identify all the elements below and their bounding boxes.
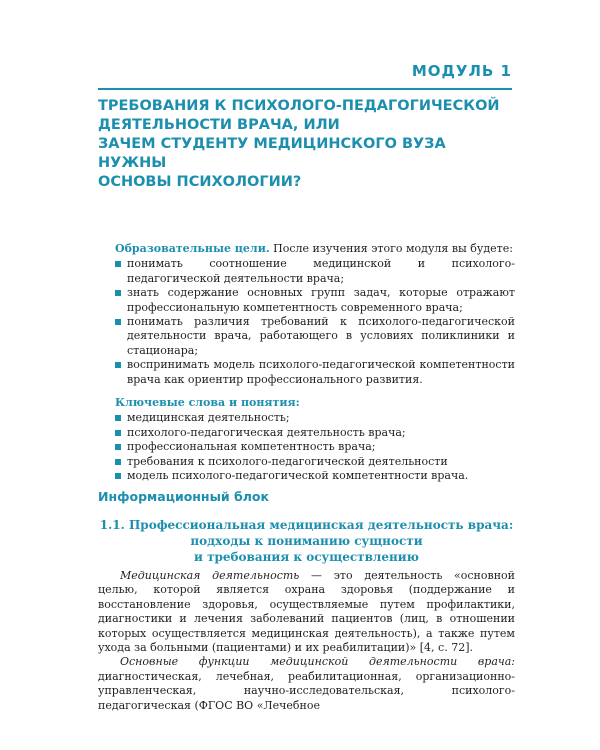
- section-title-line: и требования к осуществлению: [193, 550, 419, 564]
- title-line: ЗАЧЕМ СТУДЕНТУ МЕДИЦИНСКОГО ВУЗА НУЖНЫ: [98, 136, 446, 171]
- paragraph-text: — это деятельность «основной целью, которой является охрана здоровья (поддержание и восстановление здоровья, осуществляемые путем профилактики, диагностики и лечения заболеваний пациентов (лиц, в отношении которых осуществляется медицинская деятельность), а также путем ухода за больными (пациентами) и их реабилитации)» [4, с. 72].: [98, 569, 515, 655]
- section-title-line: подходы к пониманию сущности: [190, 534, 423, 548]
- body-text: [98, 569, 515, 713]
- keywords-list: [115, 411, 515, 483]
- keyword-item: профессиональная компетентность врача;: [115, 440, 515, 454]
- section-title: [98, 517, 515, 565]
- chapter-title: [98, 97, 518, 192]
- title-line: ТРЕБОВАНИЯ К ПСИХОЛОГО-ПЕДАГОГИЧЕСКОЙ: [98, 98, 500, 114]
- paragraph-lead: Основные функции медицинской деятельности врача:: [120, 655, 515, 669]
- module-divider: [98, 88, 512, 90]
- title-line: ОСНОВЫ ПСИХОЛОГИИ?: [98, 174, 302, 190]
- objective-item: воспринимать модель психолого-педагогической компетентности врача как ориентир профессионального развития.: [115, 358, 515, 387]
- paragraph-text: диагностическая, лечебная, реабилитационная, организационно-управленческая, научно-исследовательская, психолого-педагогическая (ФГОС ВО «Лечебное: [98, 669, 515, 712]
- paragraph-lead: Медицинская деятельность: [120, 569, 300, 582]
- paragraph: [98, 655, 515, 713]
- objectives-heading: Образовательные цели.: [115, 242, 270, 255]
- keyword-item: медицинская деятельность;: [115, 411, 515, 425]
- learning-objectives-block: [115, 242, 515, 484]
- title-line: ДЕЯТЕЛЬНОСТИ ВРАЧА, ИЛИ: [98, 117, 340, 133]
- objective-item: знать содержание основных групп задач, которые отражают профессиональную компетентность современного врача;: [115, 286, 515, 315]
- keyword-item: модель психолого-педагогической компетентности врача.: [115, 469, 515, 483]
- objectives-lead: [115, 242, 515, 256]
- section-title-line: 1.1. Профессиональная медицинская деятельность врача:: [99, 518, 514, 532]
- keyword-item: требования к психолого-педагогической деятельности: [115, 455, 515, 469]
- module-label: МОДУЛЬ 1: [411, 62, 512, 80]
- objective-item: понимать различия требований к психолого-педагогической деятельности врача, работающего в условиях поликлиники и стационара;: [115, 315, 515, 358]
- objectives-intro: После изучения этого модуля вы будете:: [269, 242, 513, 255]
- info-block-heading: Информационный блок: [98, 489, 269, 504]
- objectives-list: [115, 257, 515, 387]
- keyword-item: психолого-педагогическая деятельность врача;: [115, 426, 515, 440]
- paragraph: [98, 569, 515, 655]
- objective-item: понимать соотношение медицинской и психолого-педагогической деятельности врача;: [115, 257, 515, 286]
- keywords-heading: Ключевые слова и понятия:: [115, 396, 300, 410]
